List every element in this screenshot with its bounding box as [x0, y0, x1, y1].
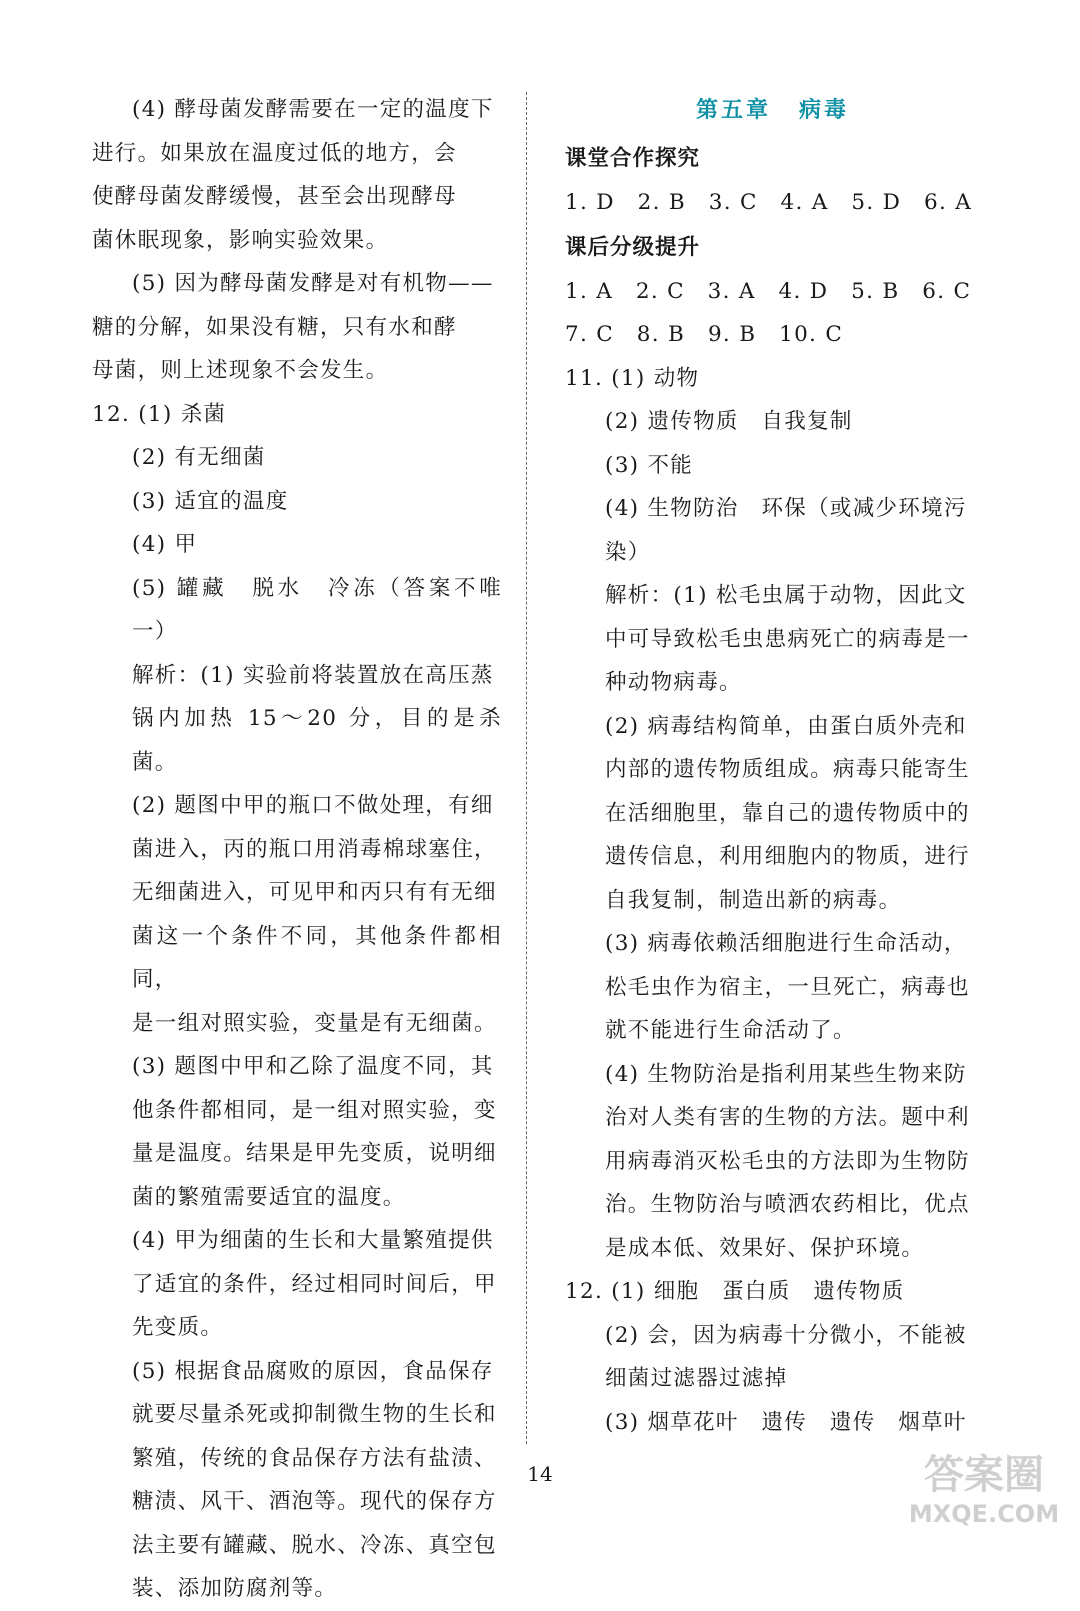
- chapter-title: 病毒: [799, 98, 850, 123]
- text-line: 1. A 2. C 3. A 4. D 5. B 6. C: [565, 278, 972, 304]
- text-line: 量是温度。结果是甲先变质，说明细: [132, 1141, 497, 1166]
- text-line: 糖渍、风干、酒泡等。现代的保存方: [132, 1489, 497, 1514]
- text-line: (4) 生物防治 环保（或减少环境污: [605, 496, 967, 521]
- text-line: 在活细胞里，靠自己的遗传物质中的: [605, 800, 970, 826]
- text-line: 母菌，则上述现象不会发生。: [92, 358, 389, 383]
- text-line: (4) 酵母菌发酵需要在一定的温度下: [132, 97, 494, 122]
- column-divider: [526, 92, 527, 1444]
- watermark-top: 答案圈: [924, 1452, 1044, 1498]
- text-line: 使酵母菌发酵缓慢，甚至会出现酵母: [92, 184, 457, 209]
- section-heading: 课后分级提升: [565, 234, 701, 260]
- text-line: 菌进入，丙的瓶口用消毒棉球塞住，: [132, 836, 497, 862]
- text-line: 菌这一个条件不同，其他条件都相同，: [132, 923, 502, 992]
- text-line: 内部的遗传物质组成。病毒只能寄生: [605, 757, 970, 782]
- text-line: (3) 适宜的温度: [132, 488, 289, 514]
- text-line: 进行。如果放在温度过低的地方，会: [92, 140, 457, 166]
- text-line: 是一组对照实验，变量是有无细菌。: [132, 1010, 497, 1036]
- text-line: 菌的繁殖需要适宜的温度。: [132, 1184, 406, 1210]
- text-line: (3) 病毒依赖活细胞进行生命活动，: [605, 931, 967, 956]
- text-line: 中可导致松毛虫患病死亡的病毒是一: [605, 626, 970, 652]
- text-line: (2) 病毒结构简单，由蛋白质外壳和: [605, 713, 967, 739]
- text-line: (2) 会，因为病毒十分微小，不能被: [605, 1322, 967, 1348]
- text-line: (2) 题图中甲的瓶口不做处理，有细: [132, 793, 494, 818]
- text-line: (4) 生物防治是指利用某些生物来防: [605, 1061, 967, 1087]
- text-line: 11. (1) 动物: [565, 365, 700, 391]
- text-line: 1. D 2. B 3. C 4. A 5. D 6. A: [565, 190, 973, 215]
- text-line: 自我复制，制造出新的病毒。: [605, 887, 902, 913]
- right-column-body: [565, 136, 980, 1444]
- text-line: (5) 根据食品腐败的原因，食品保存: [132, 1358, 494, 1384]
- text-line: 装、添加防腐剂等。: [132, 1576, 338, 1601]
- text-line: 7. C 8. B 9. B 10. C: [565, 322, 844, 347]
- text-line: 解析：(1) 松毛虫属于动物，因此文: [605, 583, 967, 608]
- text-line: 了适宜的条件，经过相同时间后，甲: [132, 1271, 497, 1297]
- text-line: 用病毒消灭松毛虫的方法即为生物防: [605, 1148, 970, 1174]
- right-column: [565, 88, 980, 1444]
- watermark-bottom: MXQE.COM: [908, 1500, 1060, 1528]
- text-line: 法主要有罐藏、脱水、冷冻、真空包: [132, 1532, 497, 1558]
- text-line: 12. (1) 杀菌: [92, 401, 227, 427]
- text-line: 细菌过滤器过滤掉: [605, 1366, 788, 1391]
- text-line: 无细菌进入，可见甲和丙只有有无细: [132, 880, 497, 905]
- text-line: (3) 题图中甲和乙除了温度不同，其: [132, 1054, 494, 1079]
- text-line: 就要尽量杀死或抑制微生物的生长和: [132, 1402, 497, 1427]
- text-line: 糖的分解，如果没有糖，只有水和酵: [92, 314, 457, 340]
- text-line: 繁殖，传统的食品保存方法有盐渍、: [132, 1445, 497, 1471]
- text-line: 遗传信息，利用细胞内的物质，进行: [605, 844, 970, 869]
- chapter-label: 第五章: [695, 98, 771, 123]
- text-line: (5) 罐藏 脱水 冷冻（答案不唯一）: [132, 575, 502, 644]
- text-line: (2) 遗传物质 自我复制: [605, 409, 853, 434]
- watermark-logo: [896, 1444, 1072, 1530]
- text-line: (4) 甲: [132, 532, 198, 557]
- text-line: 锅内加热 15～20 分，目的是杀菌。: [132, 706, 502, 775]
- left-column: [92, 88, 502, 1611]
- page-number: 14: [527, 1462, 553, 1486]
- chapter-heading: [565, 88, 980, 134]
- text-line: (2) 有无细菌: [132, 445, 266, 470]
- text-line: 是成本低、效果好、保护环境。: [605, 1235, 925, 1261]
- text-line: 种动物病毒。: [605, 670, 742, 695]
- text-line: 就不能进行生命活动了。: [605, 1018, 856, 1043]
- text-line: (3) 不能: [605, 452, 694, 478]
- section-heading: 课堂合作探究: [565, 146, 701, 171]
- text-line: 松毛虫作为宿主，一旦死亡，病毒也: [605, 974, 970, 1000]
- text-line: 解析：(1) 实验前将装置放在高压蒸: [132, 662, 494, 688]
- text-line: 他条件都相同，是一组对照实验，变: [132, 1097, 497, 1123]
- text-line: 菌休眠现象，影响实验效果。: [92, 227, 389, 253]
- text-line: 染）: [605, 539, 651, 565]
- text-line: 先变质。: [132, 1315, 224, 1340]
- text-line: 治。生物防治与喷洒农药相比，优点: [605, 1192, 970, 1217]
- text-line: (4) 甲为细菌的生长和大量繁殖提供: [132, 1228, 494, 1253]
- text-line: 治对人类有害的生物的方法。题中利: [605, 1105, 970, 1130]
- text-line: 12. (1) 细胞 蛋白质 遗传物质: [565, 1279, 905, 1304]
- text-line: (3) 烟草花叶 遗传 遗传 烟草叶: [605, 1409, 967, 1435]
- text-line: (5) 因为酵母菌发酵是对有机物——: [132, 271, 494, 296]
